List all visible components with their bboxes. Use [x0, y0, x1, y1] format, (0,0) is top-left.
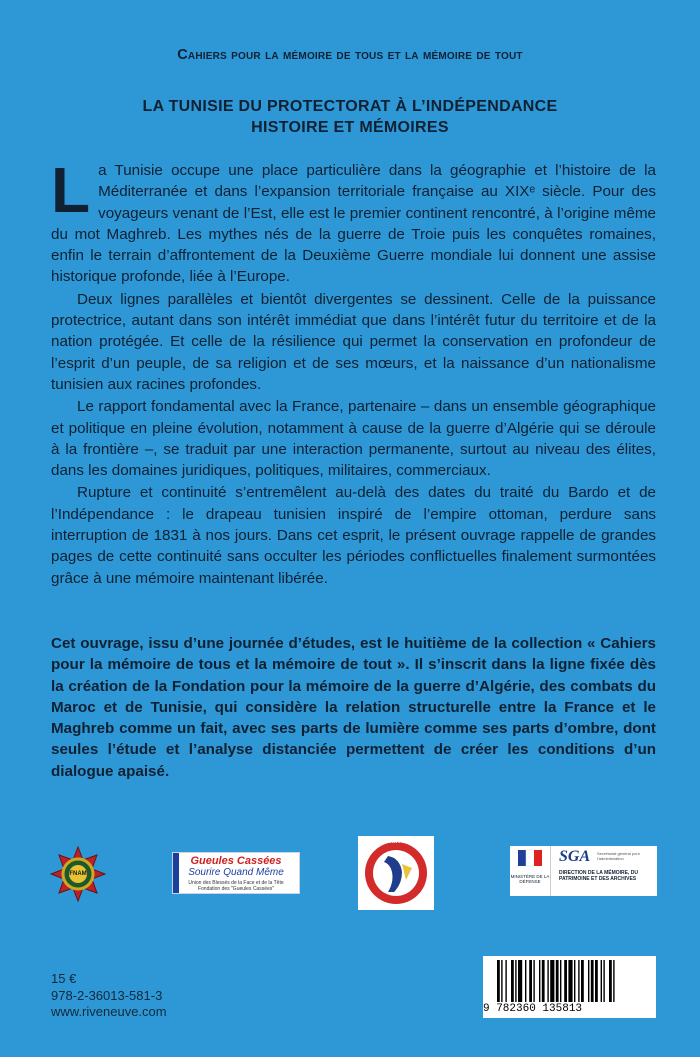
barcode-bar: [529, 960, 532, 1002]
paragraph-4: Rupture et continuité s’entremêlent au-delà des dates du traité du Bardo et de l’Indépendance : le drapeau tunisien inspiré de l’empire ottoman, perdure sans interruption de 1831 à nos jours. Dans cet esprit, le présent ouvrage rappelle de grandes pages de cette continuité sans occulter les périodes conflictuelles finalement surmontées grâce à une mémoire maintenant libérée.: [51, 484, 656, 587]
paragraph-1-text: a Tunisie occupe une place particulière dans la géographie et l’histoire de la Méditerranée et dans l’expansion territoriale française au XIXᵉ siècle. Pour des voyageurs venant de l’Est, elle est le premier continent rencontré, à l’origine même du mot Maghreb. Les mythes nés de la guerre de Troie puis les conquêtes romaines, enfin le terrain d’affrontement de la Deuxième Guerre mondiale lui donnent une assise historique profonde, liée à l’Europe.: [51, 162, 656, 286]
barcode-digits: 9 782360 135813: [483, 1003, 583, 1015]
isbn: 978-2-36013-581-3: [51, 987, 163, 1003]
souvenir-label: LE SOUVENIR FRANÇAIS: [359, 839, 433, 845]
summary-text: [51, 154, 656, 590]
barcode-bar: [603, 960, 604, 1002]
barcode-bar: [574, 960, 575, 1002]
publisher-url: www.riveneuve.com: [51, 1004, 167, 1019]
barcode-bars: [483, 956, 656, 1004]
barcode-bar: [550, 960, 554, 1002]
drop-cap: L: [51, 154, 91, 226]
paragraph-2: Deux lignes parallèles et bientôt divergentes se dessinent. Celle de la puissance protectrice, autant dans son intérêt immédiat que dans l’intérêt futur du territoire et de la nation protégée. Et celle de la résilience qui permet la conservation en profondeur de l’esprit d’un peuple, de sa religion et de ses mœurs, et la naissance d’un nationalisme tunisien aux racines profondes.: [51, 290, 656, 393]
barcode-bar: [515, 960, 516, 1002]
mindef-label: MINISTÈRE DE LA DÉFENSE: [510, 874, 550, 884]
gueules-cassees-logo: [172, 852, 300, 894]
barcode-bar: [547, 960, 548, 1002]
title-line-1: LA TUNISIE DU PROTECTORAT À L’INDÉPENDANCE: [142, 98, 558, 115]
ministere-defense-logo: [510, 846, 550, 896]
barcode-bar: [560, 960, 561, 1002]
sga-title: SGA: [559, 848, 591, 865]
paragraph-1: [51, 154, 656, 288]
sga-logo: [550, 846, 657, 896]
gueules-small-text: Union des Blessés de la Face et de la Tête Fondation des "Gueules Cassées": [188, 880, 284, 892]
series-title-text: Cahiers pour la mémoire de tous et la mémoire de tout: [177, 47, 523, 63]
gueules-title: Gueules Cassées: [190, 855, 282, 867]
barcode-bar: [505, 960, 506, 1002]
barcode-bar: [556, 960, 559, 1002]
barcode-bar: [497, 960, 500, 1002]
barcode-bar: [501, 960, 502, 1002]
partner-logos: [0, 836, 700, 916]
souvenir-francais-logo: [358, 836, 434, 910]
title-line-2: HISTOIRE ET MÉMOIRES: [251, 119, 449, 136]
paragraph-3: Le rapport fondamental avec la France, partenaire – dans un ensemble géographique et politique en pleine évolution, notamment à cause de la guerre d’Algérie qui se déroule à la frontière –, se traduit par une interaction permanente, surtout au niveau des élites, dans les domaines juridiques, politiques, militaires, commerciaux.: [51, 398, 656, 480]
book-title: [0, 96, 700, 138]
isbn-barcode: [483, 956, 656, 1018]
gueules-subtitle: Sourire Quand Même: [188, 867, 284, 878]
barcode-bar: [525, 960, 526, 1002]
barcode-bar: [578, 960, 579, 1002]
barcode-bar: [511, 960, 514, 1002]
collection-note: Cet ouvrage, issu d’une journée d’études, est le huitième de la collection « Cahiers pour la mémoire de tous et la mémoire de tout ». Il s’inscrit dans la ligne fixée dès la création de la Fondation pour la mémoire de la guerre d’Algérie, des combats du Maroc et de Tunisie, qui considère la relation structurelle entre la France et le Maghreb comme un fait, avec ses parts de lumière comme ses parts d’ombre, dont seules l’étude et l’analyse distanciée permettent de créer les conditions d’un dialogue apaisé.: [51, 635, 656, 780]
barcode-bar: [591, 960, 594, 1002]
barcode-bar: [601, 960, 602, 1002]
fnam-label: FNAM: [69, 871, 87, 877]
sga-direction: DIRECTION DE LA MÉMOIRE, DU PATRIMOINE ET DES ARCHIVES: [559, 870, 638, 882]
barcode-bar: [609, 960, 612, 1002]
barcode-bar: [595, 960, 598, 1002]
price: 15 €: [51, 971, 77, 986]
fnam-logo: [50, 846, 106, 902]
barcode-bar: [542, 960, 545, 1002]
publication-info: [51, 971, 167, 1021]
series-title: [0, 47, 700, 63]
sga-small: Secrétariat général pour l’administration: [597, 851, 640, 861]
barcode-bar: [613, 960, 614, 1002]
barcode-bar: [568, 960, 572, 1002]
barcode-bar: [539, 960, 540, 1002]
barcode-bar: [518, 960, 522, 1002]
barcode-bar: [564, 960, 567, 1002]
barcode-bar: [588, 960, 589, 1002]
barcode-bar: [533, 960, 534, 1002]
barcode-bar: [581, 960, 584, 1002]
